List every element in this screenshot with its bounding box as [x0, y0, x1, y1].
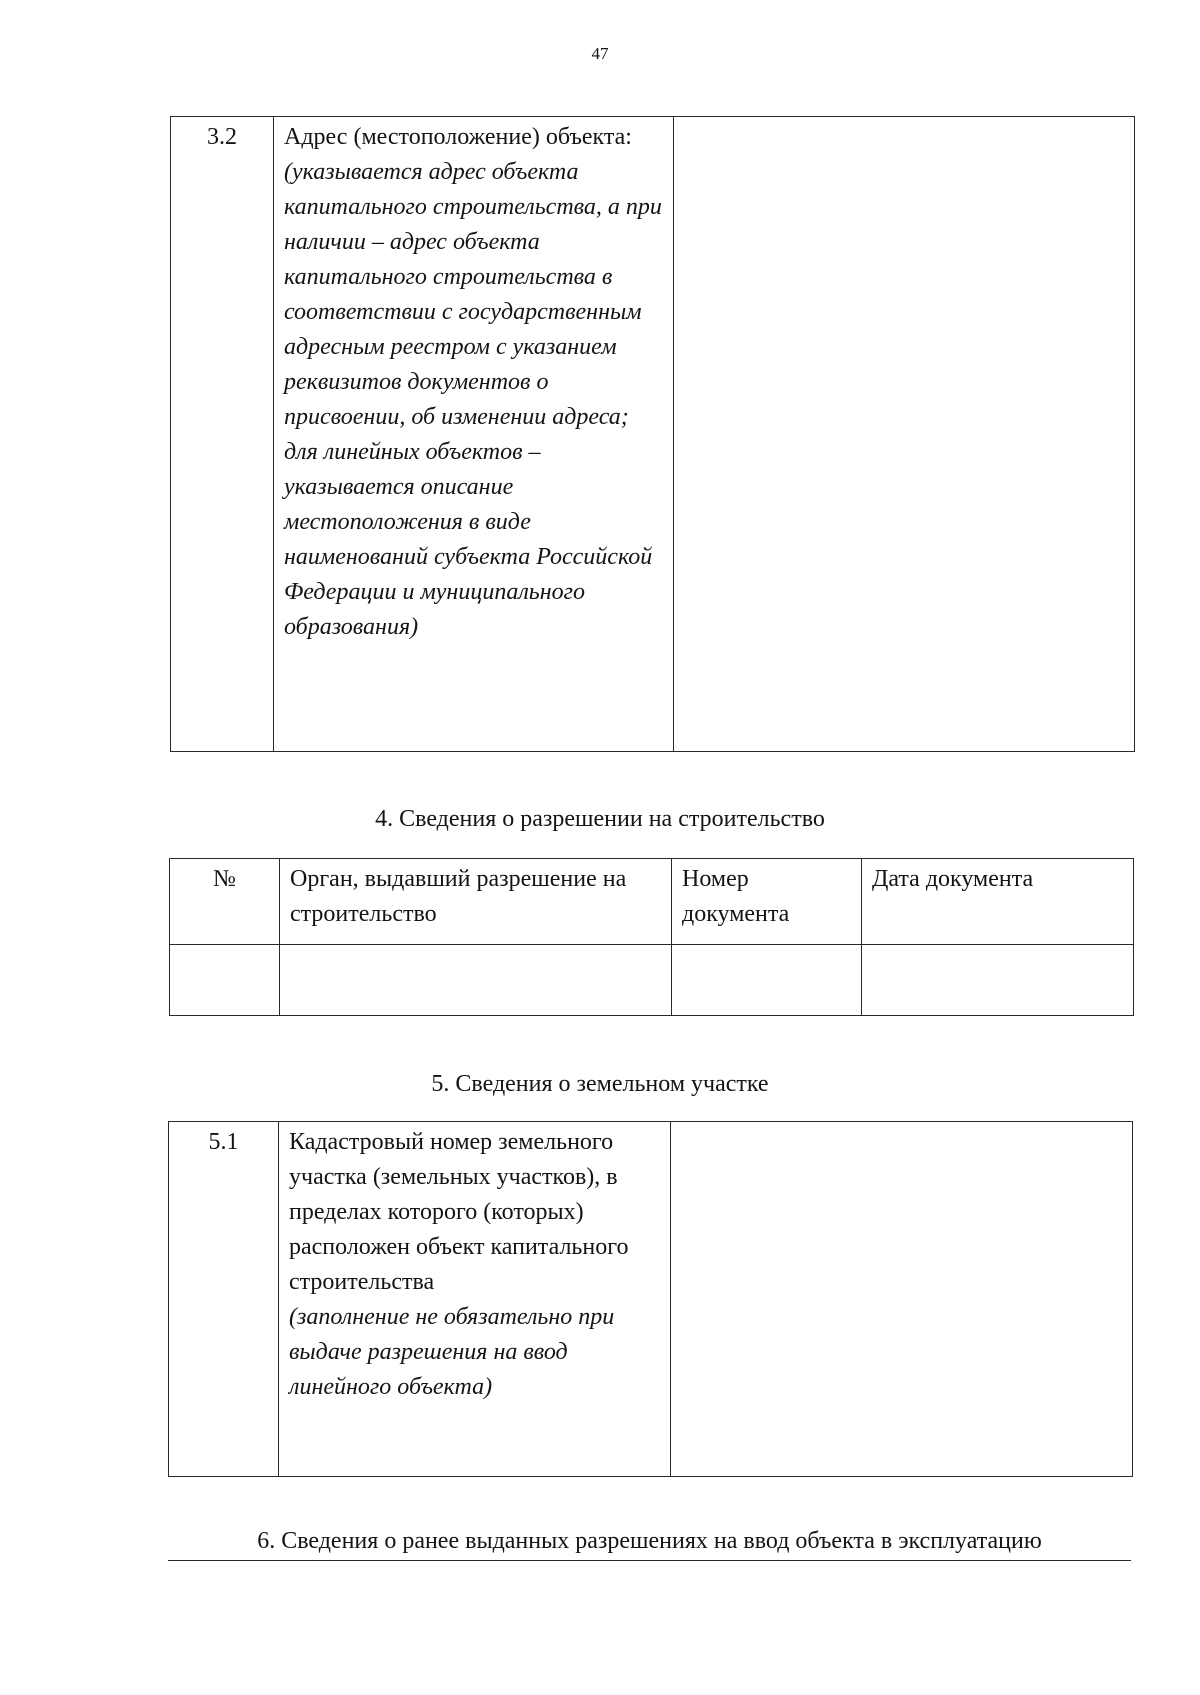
- section5-title: 5. Сведения о земельном участке: [431, 1071, 769, 1097]
- table-row: [169, 1122, 1133, 1477]
- row-number: 3.2: [171, 117, 274, 752]
- row-label: Адрес (местоположение) объекта:: [284, 124, 632, 150]
- header-doc-date: Дата документа: [862, 859, 1134, 945]
- table-header-row: [170, 859, 1134, 945]
- row-hint: (заполнение не обязательно при выдаче разрешения на ввод линейного объекта): [289, 1304, 615, 1400]
- section3-table: [170, 116, 1135, 752]
- row-number: 5.1: [169, 1122, 279, 1477]
- row-label-cell: [274, 117, 674, 752]
- cell-issuer[interactable]: [280, 945, 672, 1016]
- table-row: [170, 945, 1134, 1016]
- header-issuer: Орган, выдавший разрешение на строительство: [280, 859, 672, 945]
- section5-table: [168, 1121, 1133, 1477]
- header-number: №: [170, 859, 280, 945]
- row-label-cell: [279, 1122, 671, 1477]
- cell-number[interactable]: [170, 945, 280, 1016]
- cadastral-value-cell[interactable]: [671, 1122, 1133, 1477]
- section6-title: 6. Сведения о ранее выданных разрешениях на ввод объекта в эксплуатацию: [168, 1524, 1131, 1561]
- address-value-cell[interactable]: [674, 117, 1135, 752]
- header-doc-number: Номер документа: [672, 859, 862, 945]
- row-hint: (указывается адрес объекта капитального строительства, а при наличии – адрес объекта капитального строительства в соответствии с государственным адресным реестром с указанием реквизитов документов о присвоении, об изменении адреса; для линейных объектов – указывается описание местоположения в виде наименований субъекта Российской Федерации и муниципального образования): [284, 159, 662, 640]
- page-number: 47: [591, 44, 609, 63]
- row-label: Кадастровый номер земельного участка (земельных участков), в пределах которого (которых) расположен объект капитального строительства: [289, 1129, 629, 1295]
- table-row: [171, 117, 1135, 752]
- cell-doc-number[interactable]: [672, 945, 862, 1016]
- cell-doc-date[interactable]: [862, 945, 1134, 1016]
- section4-title: 4. Сведения о разрешении на строительство: [375, 806, 825, 832]
- section4-table: [169, 858, 1134, 1016]
